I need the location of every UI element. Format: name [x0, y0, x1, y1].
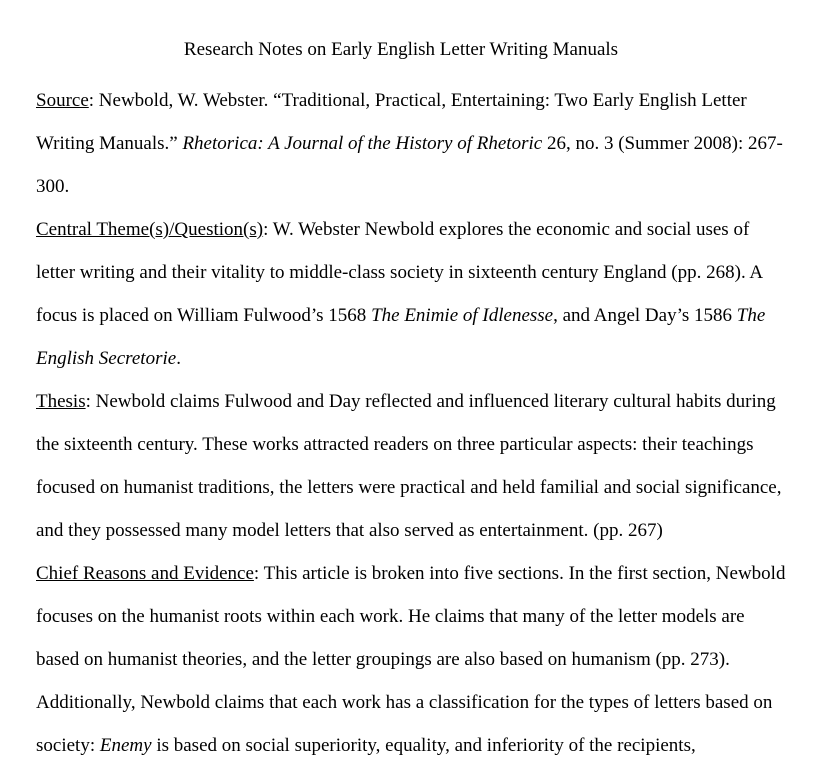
source-text-b: 26, no. 3 (Summer 2008): 267-300.	[36, 133, 783, 197]
thesis-text: : Newbold claims Fulwood and Day reflected and influenced literary cultural habits during the sixteenth century. These works attracted readers on three particular aspects: their teachings focused on humanist traditions, the letters were practical and held familial and social significance, and they possessed many model letters that also served as entertainment. (pp. 267)	[36, 391, 782, 541]
reasons-text-b: is based on social superiority, equality, and inferiority of the recipients,	[151, 735, 696, 756]
thesis-paragraph	[36, 380, 786, 552]
source-journal: Rhetorica: A Journal of the History of Rhetoric	[182, 133, 543, 154]
thesis-label: Thesis	[36, 391, 86, 412]
reasons-text-a: : This article is broken into five sections. In the first section, Newbold focuses on the humanist roots within each work. He claims that many of the letter models are based on humanist theories, and the letter groupings are also based on humanism (pp. 273). Additionally, Newbold claims that each work has a classification for the types of letters based on society:	[36, 563, 786, 756]
source-text-a: : Newbold, W. Webster. “Traditional, Practical, Entertaining: Two Early English Letter Writing Manuals.”	[36, 90, 747, 154]
reasons-paragraph	[36, 552, 786, 767]
page-title: Research Notes on Early English Letter Writing Manuals	[183, 39, 619, 60]
central-theme-work2: The English Secretorie	[36, 305, 766, 369]
reasons-label: Chief Reasons and Evidence	[36, 563, 254, 584]
central-theme-paragraph	[36, 208, 786, 380]
central-theme-work1: The Enimie of Idlenesse	[371, 305, 554, 326]
central-theme-text-b: , and Angel Day’s 1586	[553, 305, 737, 326]
reasons-work: Enemy	[99, 735, 152, 756]
central-theme-text-c: .	[176, 348, 181, 369]
source-paragraph	[36, 79, 786, 208]
central-theme-text-a: : W. Webster Newbold explores the economic and social uses of letter writing and their vitality to middle-class society in sixteenth century England (pp. 268). A focus is placed on William Fulwood’s 1568	[36, 219, 763, 326]
central-theme-label: Central Theme(s)/Question(s)	[36, 219, 264, 240]
source-label: Source	[36, 90, 89, 111]
document-page	[36, 36, 786, 767]
